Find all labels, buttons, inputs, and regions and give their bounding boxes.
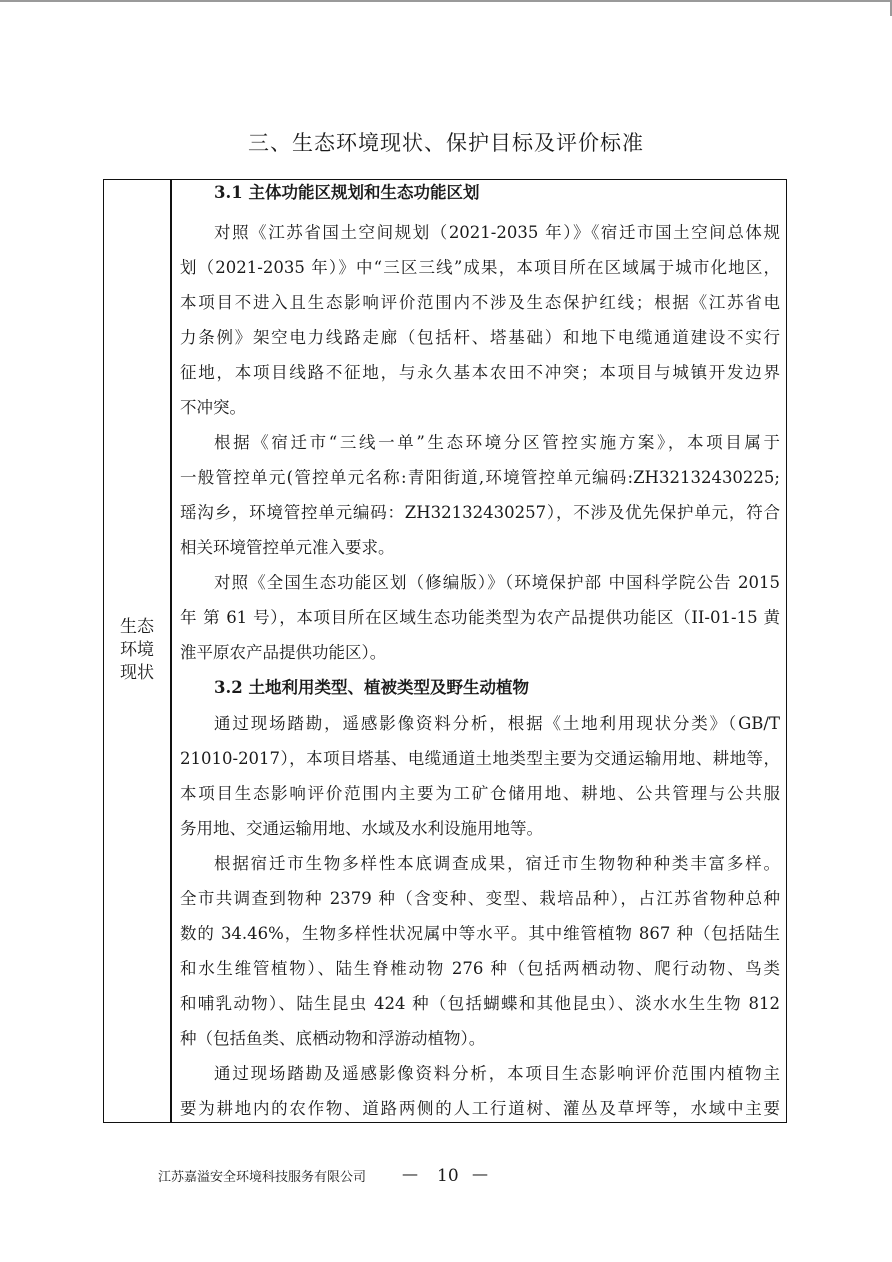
content-cell xyxy=(180,180,780,1126)
column-divider xyxy=(170,180,172,1122)
row-label-line: 生态 xyxy=(120,617,154,637)
text-line: 21010-2017），本项目塔基、电缆通道土地类型主要为交通运输用地、耕地等， xyxy=(180,749,780,768)
page-footer xyxy=(0,1164,892,1194)
paragraph xyxy=(180,846,780,1056)
text-line: 本项目生态影响评价范围内主要为工矿仓储用地、耕地、公共管理与公共服 xyxy=(180,784,780,803)
text-line: 种（包括鱼类、底栖动物和浮游动植物）。 xyxy=(180,1029,486,1048)
text-line: 力条例》架空电力线路走廊（包括杆、塔基础）和地下电缆通道建设不实行 xyxy=(180,328,780,347)
footer-company: 江苏嘉溢安全环境科技服务有限公司 xyxy=(158,1170,367,1185)
section-heading: 3.2 土地利用类型、植被类型及野生动植物 xyxy=(214,678,529,697)
text-line: 要为耕地内的农作物、道路两侧的人工行道树、灌丛及草坪等，水域中主要 xyxy=(180,1099,780,1118)
text-line: 通过现场踏勘，遥感影像资料分析，根据《土地利用现状分类》（GB/T xyxy=(214,714,780,733)
text-line: 务用地、交通运输用地、水域及水利设施用地等。 xyxy=(180,819,543,838)
content-table xyxy=(103,179,787,1123)
text-line: 本项目不进入且生态影响评价范围内不涉及生态保护红线；根据《江苏省电 xyxy=(180,293,780,312)
text-line: 全市共调查到物种 2379 种（含变种、变型、栽培品种），占江苏省物种总种 xyxy=(180,889,780,908)
footer-dash-left: — xyxy=(402,1164,418,1183)
text-line: 通过现场踏勘及遥感影像资料分析，本项目生态影响评价范围内植物主 xyxy=(214,1064,780,1083)
row-label xyxy=(104,616,170,685)
row-label-line: 环境 xyxy=(120,640,154,660)
paragraph xyxy=(180,1056,780,1126)
text-line: 相关环境管控单元准入要求。 xyxy=(180,538,395,557)
text-line: 瑶沟乡，环境管控单元编码：ZH32132430257），不涉及优先保护单元，符合 xyxy=(180,503,780,522)
text-line: 对照《江苏省国土空间规划（2021-2035 年）》《宿迁市国土空间总体规 xyxy=(214,223,780,242)
text-line: 数的 34.46%，生物多样性状况属中等水平。其中维管植物 867 种（包括陆生 xyxy=(180,924,780,943)
text-line: 根据《宿迁市“三线一单”生态环境分区管控实施方案》，本项目属于 xyxy=(214,433,780,452)
paragraph xyxy=(180,215,780,425)
paragraph xyxy=(180,706,780,846)
text-line: 根据宿迁市生物多样性本底调查成果，宿迁市生物物种种类丰富多样。 xyxy=(214,854,780,873)
page-number: 10 xyxy=(437,1166,459,1186)
text-line: 年 第 61 号），本项目所在区域生态功能类型为农产品提供功能区（II-01-15 黄 xyxy=(180,608,780,627)
text-line: 不冲突。 xyxy=(180,398,246,417)
footer-dash-right: — xyxy=(472,1164,488,1183)
paragraph xyxy=(180,425,780,565)
text-line: 淮平原农产品提供功能区）。 xyxy=(180,643,387,662)
page-title: 三、生态环境现状、保护目标及评价标准 xyxy=(248,131,644,155)
text-line: 对照《全国生态功能区划（修编版）》（环境保护部 中国科学院公告 2015 xyxy=(214,573,780,592)
text-line: 划（2021-2035 年）》中“三区三线”成果，本项目所在区域属于城市化地区， xyxy=(180,258,780,277)
page-top-edge xyxy=(0,0,892,2)
text-line: 一般管控单元(管控单元名称:青阳街道,环境管控单元编码:ZH32132430225; xyxy=(180,468,780,487)
row-label-line: 现状 xyxy=(120,663,154,683)
text-line: 和水生维管植物）、陆生脊椎动物 276 种（包括两栖动物、爬行动物、鸟类 xyxy=(180,959,780,978)
paragraph xyxy=(180,565,780,670)
text-line: 征地，本项目线路不征地，与永久基本农田不冲突；本项目与城镇开发边界 xyxy=(180,363,780,382)
section-heading: 3.1 主体功能区规划和生态功能区划 xyxy=(214,183,480,202)
text-line: 和哺乳动物）、陆生昆虫 424 种（包括蝴蝶和其他昆虫）、淡水水生生物 812 xyxy=(180,994,780,1013)
